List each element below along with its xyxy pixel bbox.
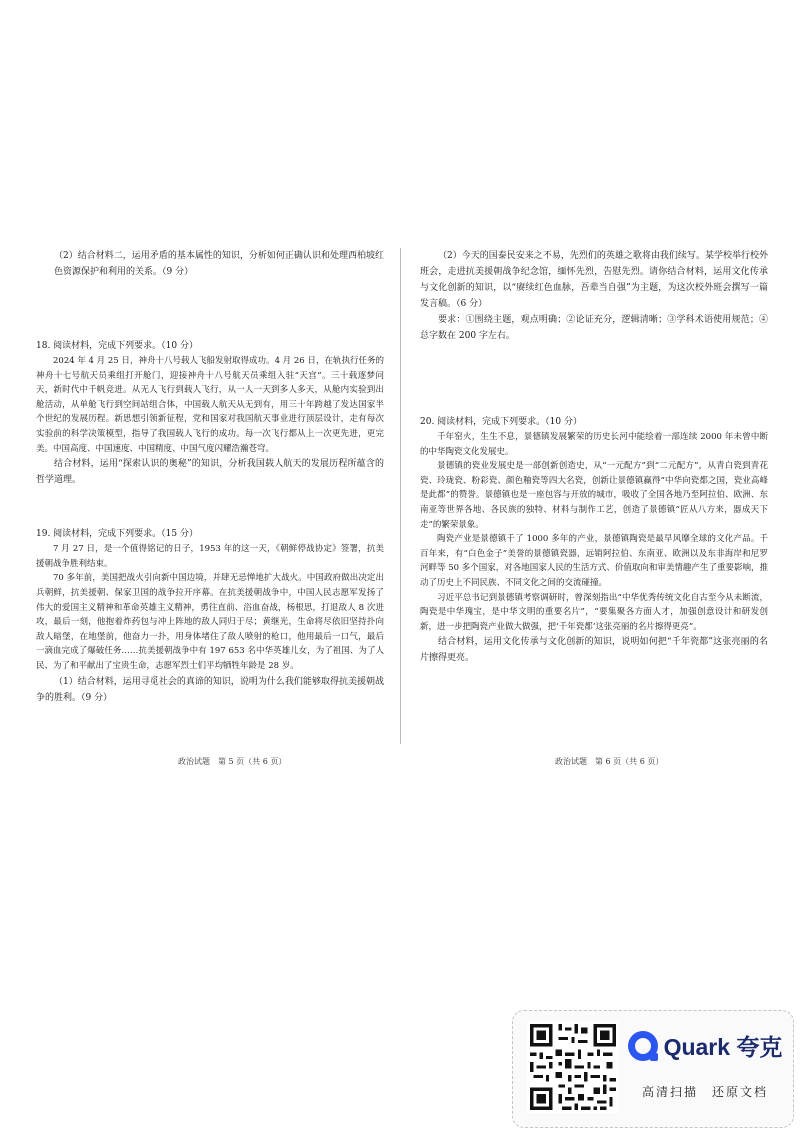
quark-tagline: 高清扫描 还原文档: [641, 1085, 768, 1099]
q18-material-paragraph: 2024 年 4 月 25 日，神舟十八号载人飞船发射取得成功。4 月 26 日，在轨执行任务的神舟十七号航天员乘组打开舱门，迎接神舟十八号航天员乘组入驻“天宫”。三十载逐梦问天，新时代中千帆竞进。从无人飞行到载人飞行，从一人一天到多人多天，从舱内实验到出舱活动，从单舱飞行到空间站组合体，中国载人航天从无到有，用三十年跨越了发达国家半个世纪的发展历程。新思想引领新征程，党和国家对我国航天事业进行顶层设计，走有每次实验前的科学决策模型，指导了我国载人飞行的成功。每一次飞行都从上一次更先进，更完美。中国高度、中国速度、中国精度、中国气度闪耀浩瀚苍穹。: [36, 356, 384, 454]
q19-part2-requirements: 要求：①围绕主题，观点明确；②论证充分，逻辑清晰；③学科术语使用规范；④总字数在 200 字左右。: [420, 315, 768, 341]
quark-brand: [625, 1029, 785, 1062]
q19-material-paragraph-2: 70 多年前，美国把战火引向新中国边境，并肆无忌惮地扩大战火。中国政府做出决定出兵朝鲜，抗美援朝、保家卫国的战争拉开序幕。在抗美援朝战争中，中国人民志愿军发扬了伟大的爱国主义精神和革命英雄主义精神，勇往直前、浴血奋战，杨根思，打退敌人 8 次进攻，最后一刻，他抱着炸药包与冲上阵地的敌人同归于尽；黄继光，生命将尽依旧坚持扑向敌人暗堡，在地堡前，他奋力一扑，用身体堵住了敌人喷射的枪口，他用最后一口气，最后一滴血完成了爆破任务……抗美援朝战争中有 197 653 名中华英雄儿女，为了祖国、为了人民、为了和平献出了宝贵生命，志愿军烈士们平均牺牲年龄是 28 岁。: [36, 573, 384, 671]
page-divider: [400, 248, 401, 744]
quark-brand-text: Quark 夸克: [663, 1034, 783, 1060]
q19-part1-question: （1）结合材料，运用寻觅社会的真谛的知识，说明为什么我们能够取得抗美援朝战争的胜利。（9 分）: [36, 676, 384, 703]
left-page-column: [36, 248, 384, 706]
q20-material-paragraph-4: 习近平总书记到景德镇考察调研时，曾深刻指出“中华优秀传统文化自古至今从未断流，陶瓷是中华瑰宝，是中华文明的重要名片”，“要集聚各方面人才，加强创意设计和研发创新，进一步把陶瓷产业做大做强，把‘千年瓷都’这张亮丽的名片擦得更亮”。: [420, 592, 768, 632]
quark-promo-card[interactable]: [512, 1010, 794, 1128]
q18-heading: 18. 阅读材料，完成下列要求。（10 分）: [36, 341, 198, 351]
q20-heading: 20. 阅读材料，完成下列要求。（10 分）: [420, 417, 582, 427]
quark-logo-icon: [628, 1031, 658, 1061]
q20-material-paragraph-1: 千年窑火，生生不息，景德镇发展繁荣的历史长河中能绘着一部连续 2000 年未曾中断的中华陶瓷文化发展史。: [420, 432, 768, 457]
page-footer-left: 政治试题 第 5 页（共 6 页）: [178, 757, 287, 766]
q19-heading: 19. 阅读材料，完成下列要求。（15 分）: [36, 529, 198, 540]
q19-material-paragraph-1: 7 月 27 日，是一个值得铭记的日子，1953 年的这一天，《朝鲜停战协定》签署，抗美援朝战争胜利结束。: [36, 544, 384, 569]
q19-part2-question: （2）今天的国泰民安来之不易，先烈们的英雄之歌将由我们续写。某学校举行校外班会，走进抗美援朝战争纪念馆，缅怀先烈，告慰先烈。请你结合材料，运用文化传承与文化创新的知识，以“赓续红色血脉，吾辈当自强”为主题，为这次校外班会撰写一篇发言稿。（6 分）: [420, 251, 768, 309]
q18-question: 结合材料，运用“探索认识的奥秘”的知识，分析我国载人航天的发展历程所蕴含的哲学道理。: [36, 459, 384, 486]
page-footer-right: 政治试题 第 6 页（共 6 页）: [555, 757, 664, 766]
right-page-column: [420, 248, 768, 666]
q17-part2-text: （2）结合材料二，运用矛盾的基本属性的知识，分析如何正确认识和处理西柏坡红色资源保护和利用的关系。（9 分）: [54, 251, 384, 277]
qr-code-icon[interactable]: [527, 1021, 619, 1113]
q20-question: 结合材料，运用文化传承与文化创新的知识，说明如何把“千年瓷都”这张亮丽的名片擦得更亮。: [420, 637, 768, 664]
q20-material-paragraph-3: 陶瓷产业是景德镇千了 1000 多年的产业，景德镇陶瓷是最早风靡全球的文化产品。千百年来，有“白色金子”美誉的景德镇瓷器，远销阿拉伯、东南亚、欧洲以及东非海岸和尼罗河畔等 50 多个国家，对各地国家人民的生活方式、价值取向和审美情趣产生了重要影响，推动了历史上不同民族、不同文化之间的交流碰撞。: [420, 534, 768, 588]
q20-material-paragraph-2: 景德镇的瓷业发展史是一部创新创造史，从“一元配方”到“二元配方”，从青白瓷到青花瓷、玲珑瓷、粉彩瓷、颜色釉瓷等四大名瓷，创新让景德镇赢得“中华向瓷都之国，瓷业高峰是此都”的赞誉。景德镇也是一座包容与开放的城市，吸收了全国各地乃至阿拉伯、欧洲、东南亚等世界各地、各民族的独特、材料与制作工艺，创造了景德镇“匠从八方来，器成天下走”的繁荣景象。: [420, 461, 768, 530]
